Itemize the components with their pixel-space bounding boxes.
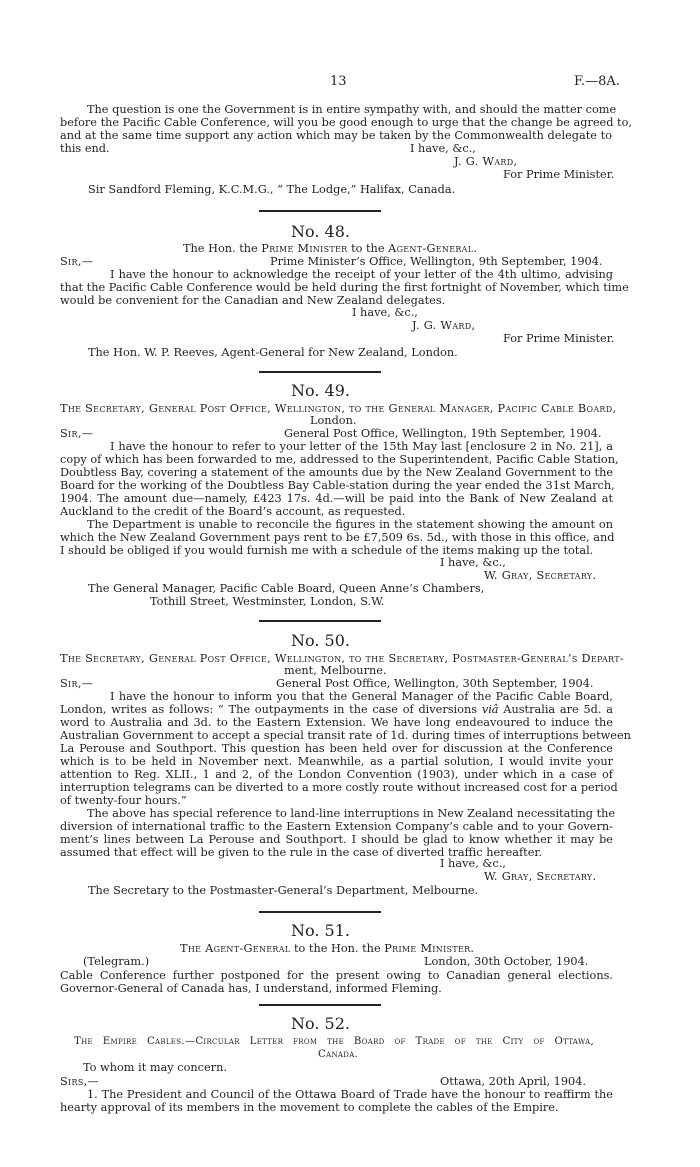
body-line: before the Pacific Cable Conference, will you be good enough to urge that the change be agreed to, [60,116,632,129]
section-title: No. 48. [291,222,350,241]
body-line: The Department is unable to reconcile the figures in the statement showing the amount on [87,518,613,531]
body-text: London, writes as follows: “ The outpayments in the case of diversions [60,703,482,716]
body-line: which the New Zealand Government pays rent to be £7,509 6s. 5d., with those in this office, and [60,531,615,544]
body-line: Doubtless Bay, covering a statement of the amounts due by the New Zealand Government to the [60,466,614,479]
body-line: word to Australia and 3d. to the Eastern Extension. We have long endeavoured to induce the [60,716,613,729]
heading-recipient: Prime Minister. [384,942,475,955]
section-heading: ment, Melbourne. [284,664,387,677]
heading-sender: The Agent-General [180,942,291,955]
addressee: The Hon. W. P. Reeves, Agent-General for New Zealand, London. [88,346,458,359]
signer: W. Gray, Secretary. [484,870,597,883]
section-heading: The Empire Cables.—Circular Letter from the Board of Trade of the City of Ottawa, [74,1036,594,1047]
body-line: hearty approval of its members in the movement to complete the cables of the Empire. [60,1101,559,1114]
addressee: Sir Sandford Fleming, K.C.M.G., “ The Lodge,” Halifax, Canada. [88,183,456,196]
closing: I have, &c., [352,306,418,319]
section-heading [180,943,474,956]
section-divider [259,210,381,212]
body-text: Australia are 5d. a [498,703,613,716]
section-title: No. 49. [291,381,350,400]
signer-title: For Prime Minister. [503,168,615,181]
dateline: Prime Minister’s Office, Wellington, 9th September, 1904. [270,255,603,268]
body-line [60,704,613,717]
salutation: Sirs,— [60,1075,100,1088]
body-line: assumed that effect will be given to the rule in the case of diverted traffic hereafter. [60,846,543,859]
body-line: attention to Reg. XLII., 1 and 2, of the London Convention (1903), under which in a case of [60,768,613,781]
body-line: I have the honour to refer to your letter of the 15th May last [enclosure 2 in No. 21], a [110,440,613,453]
body-line: that the Pacific Cable Conference would be held during the first fortnight of November, which time [60,281,629,294]
addressee: Tothill Street, Westminster, London, S.W. [150,595,385,608]
telegram-label: (Telegram.) [83,955,150,968]
body-line: Cable Conference further postponed for the present owing to Canadian general elections. [60,969,613,982]
body-line: The question is one the Government is in entire sympathy with, and should the matter come [87,103,617,116]
body-line: interruption telegrams can be diverted to a more costly route without increased cost for a period [60,781,618,794]
body-line: diversion of international traffic to the Eastern Extension Company’s cable and to your Govern- [60,820,613,833]
body-line: Australian Government to accept a special transit rate of 1d. during times of interruptions between [60,729,631,742]
body-line: copy of which has been forwarded to me, addressed to the Superintendent, Pacific Cable Station, [60,453,619,466]
document-reference: F.—8A. [574,74,620,89]
signer-title: For Prime Minister. [503,332,615,345]
section-heading: Canada. [318,1049,359,1060]
salutation: Sir,— [60,255,94,268]
closing: I have, &c., [440,556,506,569]
body-line: and at the same time support any action which may be taken by the Commonwealth delegate to [60,129,612,142]
body-line: Auckland to the credit of the Board’s account, as requested. [60,505,406,518]
body-line: would be convenient for the Canadian and New Zealand delegates. [60,294,446,307]
signer: J. G. Ward, [454,155,518,168]
section-heading: The Secretary, General Post Office, Wellington, to the General Manager, Pacific Cable Board, [60,402,617,415]
closing: I have, &c., [440,857,506,870]
section-heading: The Secretary, General Post Office, Wellington, to the Secretary, Postmaster-General’s Depart- [60,652,624,665]
heading-sender: Prime Minister [261,242,348,255]
body-line: of twenty-four hours.” [60,794,187,807]
section-title: No. 50. [291,631,350,650]
section-divider [259,371,381,373]
closing: I have, &c., [410,142,476,155]
section-title: No. 51. [291,921,350,940]
section-divider [259,1004,381,1006]
body-line: ment’s lines between La Perouse and Southport. I should be glad to know whether it may be [60,833,613,846]
section-heading [183,243,477,256]
body-line: 1904. The amount due—namely, £423 17s. 4d.—will be paid into the Bank of New Zealand at [60,492,613,505]
heading-text: The Hon. the [183,242,258,255]
body-line: Governor-General of Canada has, I understand, informed Fleming. [60,982,442,995]
section-divider [259,911,381,913]
section-heading: London. [310,414,357,427]
section-divider [259,620,381,622]
body-line: this end. [60,142,110,155]
heading-recipient: Agent-General. [388,242,478,255]
dateline: General Post Office, Wellington, 30th September, 1904. [276,677,594,690]
salutation: Sir,— [60,677,94,690]
body-line: I should be obliged if you would furnish me with a schedule of the items making up the total. [60,544,594,557]
dateline: London, 30th October, 1904. [424,955,589,968]
body-line: La Perouse and Southport. This question has been held over for discussion at the Conference [60,742,613,755]
body-line: I have the honour to inform you that the General Manager of the Pacific Cable Board, [110,690,613,703]
body-line: Board for the working of the Doubtless Bay Cable-station during the year ended the 31st March, [60,479,615,492]
heading-text: to the Hon. the [294,942,381,955]
body-line: I have the honour to acknowledge the receipt of your letter of the 4th ultimo, advising [110,268,613,281]
page-number: 13 [330,74,347,89]
signer: J. G. Ward, [412,319,476,332]
salutation: Sir,— [60,427,94,440]
body-text-italic: viâ [481,703,499,716]
body-line: 1. The President and Council of the Ottawa Board of Trade have the honour to reaffirm the [87,1088,613,1101]
addressee: The Secretary to the Postmaster-General’s Department, Melbourne. [88,884,479,897]
dateline: General Post Office, Wellington, 19th September, 1904. [284,427,602,440]
body-line: which is to be held in November next. Meanwhile, as a partial solution, I would invite your [60,755,613,768]
to-whom: To whom it may concern. [83,1061,227,1074]
addressee: The General Manager, Pacific Cable Board, Queen Anne’s Chambers, [88,582,485,595]
signer: W. Gray, Secretary. [484,569,597,582]
heading-text: to the [351,242,385,255]
body-line: The above has special reference to land-line interruptions in New Zealand necessitating the [87,807,616,820]
section-title: No. 52. [291,1014,350,1033]
dateline: Ottawa, 20th April, 1904. [440,1075,586,1088]
